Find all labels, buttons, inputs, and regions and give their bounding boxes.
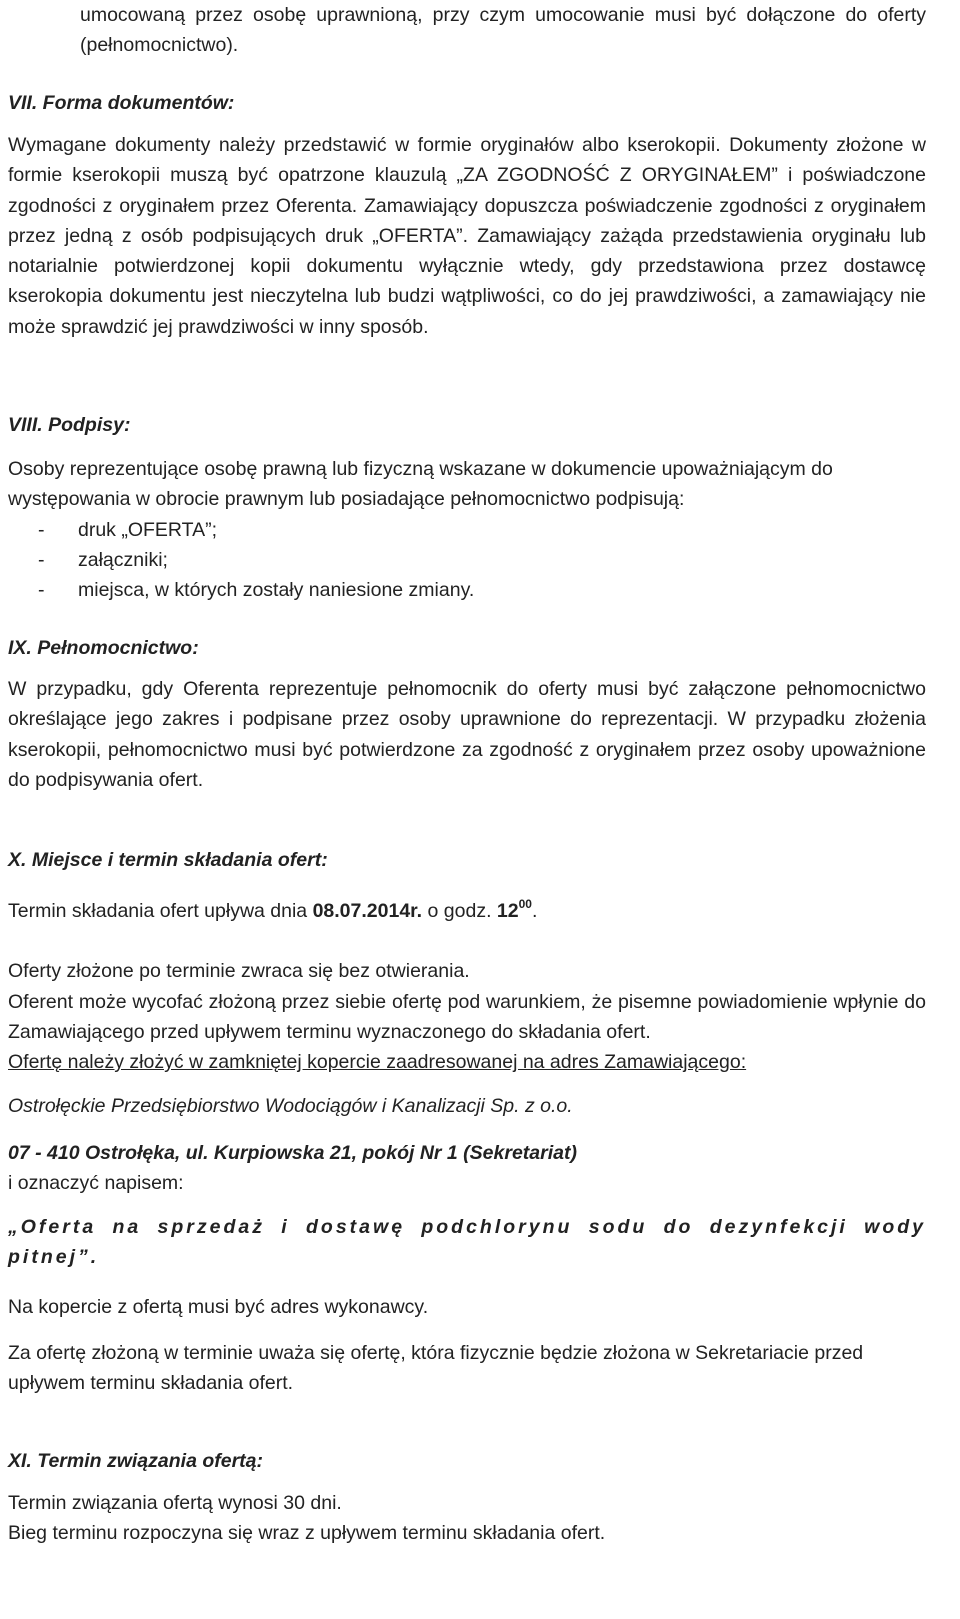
withdraw-text: Oferent może wycofać złożoną przez siebie ofertę pod warunkiem, że pisemne powiadomienie wpłynie do Zamawiającego przed upływem terminu wyznaczonego do składania ofert. [8, 990, 926, 1043]
company-name: Ostrołęckie Przedsiębiorstwo Wodociągów i Kanalizacji Sp. z o.o. [8, 1095, 573, 1118]
section-ix [8, 633, 926, 795]
section-heading-viii: VIII. Podpisy: [8, 414, 131, 436]
company-address: 07 - 410 Ostrołęka, ul. Kurpiowska 21, pokój Nr 1 (Sekretariat) [8, 1141, 577, 1164]
late-offers-text: Oferty złożone po terminie zwraca się bez otwierania. [8, 960, 470, 983]
deadline-end: . [531, 900, 538, 922]
list-item: - druk „OFERTA”; [8, 515, 926, 545]
section-body-ix: W przypadku, gdy Oferenta reprezentuje pełnomocnik do oferty musi być załączone pełnomocnictwo określające jego zakres i podpisane przez osoby uprawnione do reprezentacji. W przypadku złożenia kserokopii, pełnomocnictwo musi być potwierdzone za zgodność z oryginałem przez osoby upoważnione do podpisywania ofert. [8, 678, 926, 791]
list-item: - załączniki; [8, 545, 926, 575]
section-xi [8, 1446, 926, 1549]
section-viii [8, 410, 926, 605]
deadline-line [8, 889, 926, 926]
binding-start-text: Bieg terminu rozpoczyna się wraz z upływem terminu składania ofert. [8, 1522, 606, 1545]
continuation-text: umocowaną przez osobę uprawnioną, przy czym umocowanie musi być dołączone do oferty (pełnomocnictwo). [80, 4, 926, 57]
deadline-hour: 12 [496, 900, 519, 922]
envelope-instruction: Ofertę należy złożyć w zamkniętej kopercie zaadresowanej na adres Zamawiającego: [8, 1051, 747, 1074]
section-x [8, 845, 926, 1399]
binding-period-text: Termin związania ofertą wynosi 30 dni. [8, 1492, 342, 1514]
section-body-viii: Osoby reprezentujące osobę prawną lub fizyczną wskazane w dokumencie upoważniającym do występowania w obrocie prawnym lub posiadające pełnomocnictwo podpisują: [8, 458, 833, 511]
deadline-prefix: Termin składania ofert upływa dnia [8, 900, 313, 922]
deadline-mid: o godz. [422, 900, 497, 922]
deadline-date: 08.07.2014r. [312, 900, 423, 922]
envelope-inscription: „Oferta na sprzedaż i dostawę podchlorynu sodu do dezynfekcji wody pitnej”. [8, 1216, 926, 1269]
section-heading-xi: XI. Termin związania ofertą: [8, 1450, 264, 1472]
section-vii [8, 88, 926, 342]
section-body-vii: Wymagane dokumenty należy przedstawić w formie oryginałów albo kserokopii. Dokumenty złożone w formie kserokopii muszą być opatrzone klauzulą „ZA ZGODNOŚĆ Z ORYGINAŁEM” i poświadczone zgodności z oryginałem przez Oferenta. Zamawiający dopuszcza poświadczenie zgodności z oryginałem przez jedną z osób podpisujących druk „OFERTA”. Zamawiający zażąda przedstawienia oryginału lub notarialnie potwierdzonej kopii dokumentu wyłącznie wtedy, gdy przedstawiona przez dostawcę kserokopia dokumentu jest nieczytelna lub budzi wątpliwości, co do jej prawdziwości, a zamawiający nie może sprawdzić jej prawdziwości w inny sposób. [8, 134, 926, 338]
section-vi-continuation [8, 0, 926, 61]
section-heading-vii: VII. Forma dokumentów: [8, 92, 235, 114]
deadline-minutes: 00 [518, 897, 532, 911]
section-heading-ix: IX. Pełnomocnictwo: [8, 637, 199, 659]
section-heading-x: X. Miejsce i termin składania ofert: [8, 849, 328, 871]
mark-with-text: i oznaczyć napisem: [8, 1172, 184, 1195]
list-item: - miejsca, w których zostały naniesione zmiany. [8, 575, 926, 605]
contractor-address-text: Na kopercie z ofertą musi być adres wykonawcy. [8, 1295, 429, 1318]
signature-list [8, 515, 926, 606]
accepted-in-time-text: Za ofertę złożoną w terminie uważa się ofertę, która fizycznie będzie złożona w Sekretariacie przed upływem terminu składania ofert. [8, 1342, 864, 1395]
